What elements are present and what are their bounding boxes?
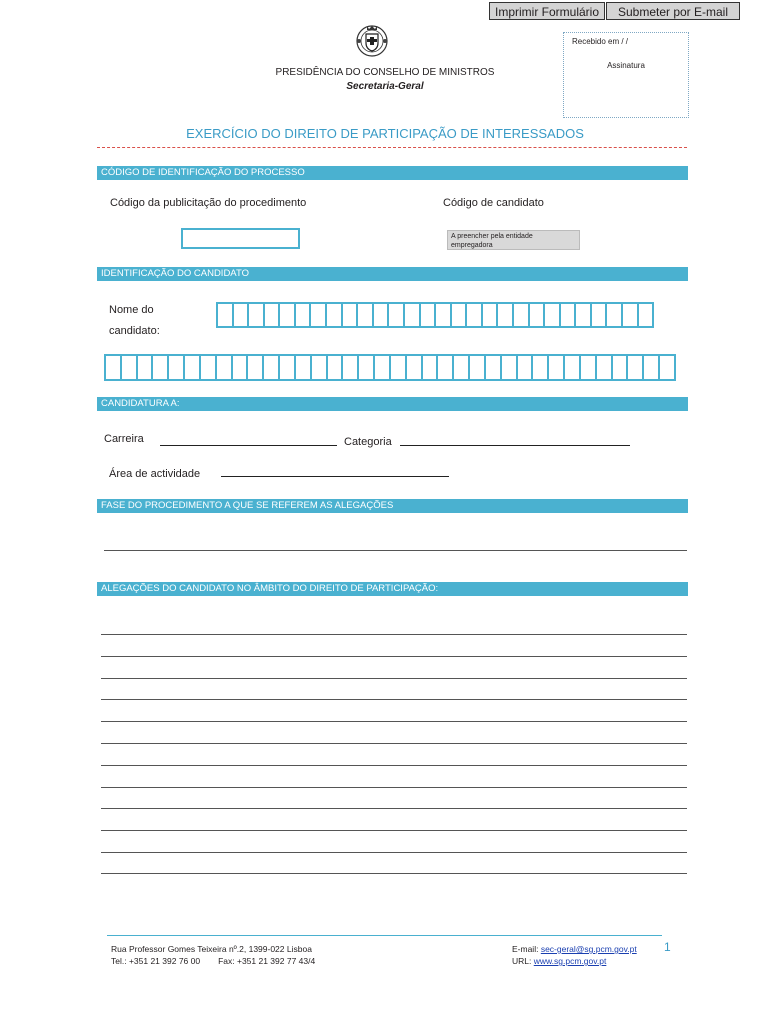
form-title: EXERCÍCIO DO DIREITO DE PARTICIPAÇÃO DE INTERESSADOS [186,126,584,141]
publication-code-input[interactable] [181,228,300,249]
footer-fax: Fax: +351 21 392 77 43/4 [218,956,316,966]
activity-area-field[interactable] [221,476,449,477]
submit-email-button[interactable]: Submeter por E-mail [606,2,740,20]
page-number: 1 [664,940,671,954]
allegations-line[interactable] [101,699,687,700]
allegations-line[interactable] [101,830,687,831]
allegations-line[interactable] [101,678,687,679]
allegations-line[interactable] [101,743,687,744]
allegations-line[interactable] [101,808,687,809]
allegations-line[interactable] [101,634,687,635]
footer-address-block [111,943,315,967]
name-label-line1: Nome do [109,304,154,316]
name-input-row-2[interactable] [104,354,676,381]
footer-contact-block [512,943,637,967]
signature-label: Assinatura [607,61,645,70]
procedure-phase-field[interactable] [104,550,687,551]
print-form-button[interactable]: Imprimir Formulário [489,2,605,20]
section-candidate: IDENTIFICAÇÃO DO CANDIDATO [97,267,688,281]
received-date-label: Recebido em / / [572,37,629,46]
candidate-code-note: A preencher pela entidade empregadora [451,233,533,249]
footer-url-label: URL: [512,956,534,966]
footer-email-link[interactable]: sec-geral@sg.pcm.gov.pt [540,944,637,954]
section-procedure-phase: FASE DO PROCEDIMENTO A QUE SE REFEREM AS ALEGAÇÕES [97,499,688,513]
allegations-line[interactable] [101,787,687,788]
section-application: CANDIDATURA A: [97,397,688,411]
category-field[interactable] [400,445,630,446]
career-field[interactable] [160,445,337,446]
title-divider [97,147,687,148]
name-label-line2: candidato: [109,325,160,337]
footer-url-link[interactable]: www.sg.pcm.gov.pt [533,956,607,966]
candidate-code-label: Código de candidato [443,197,544,209]
section-process-code: CÓDIGO DE IDENTIFICAÇÃO DO PROCESSO [97,166,688,180]
category-label: Categoria [344,436,392,448]
career-label: Carreira [104,433,144,445]
name-input-row-1[interactable] [216,302,654,328]
candidate-code-field [447,230,580,250]
footer-address: Rua Professor Gomes Teixeira nº.2, 1399-022 Lisboa [111,944,312,954]
allegations-line[interactable] [101,873,687,874]
coat-of-arms-icon [352,20,392,60]
allegations-line[interactable] [101,656,687,657]
allegations-line[interactable] [101,765,687,766]
footer-email-label: E-mail: [512,944,541,954]
footer-phone: Tel.: +351 21 392 76 00 [111,956,201,966]
allegations-line[interactable] [101,852,687,853]
publication-code-label: Código da publicitação do procedimento [110,197,307,209]
footer-divider [107,935,662,936]
organization-name: PRESIDÊNCIA DO CONSELHO DE MINISTROS [275,67,495,78]
allegations-line[interactable] [101,721,687,722]
activity-area-label: Área de actividade [109,468,201,480]
section-allegations: ALEGAÇÕES DO CANDIDATO NO ÂMBITO DO DIREITO DE PARTICIPAÇÃO: [97,582,688,596]
department-name: Secretaria-Geral [346,81,424,92]
